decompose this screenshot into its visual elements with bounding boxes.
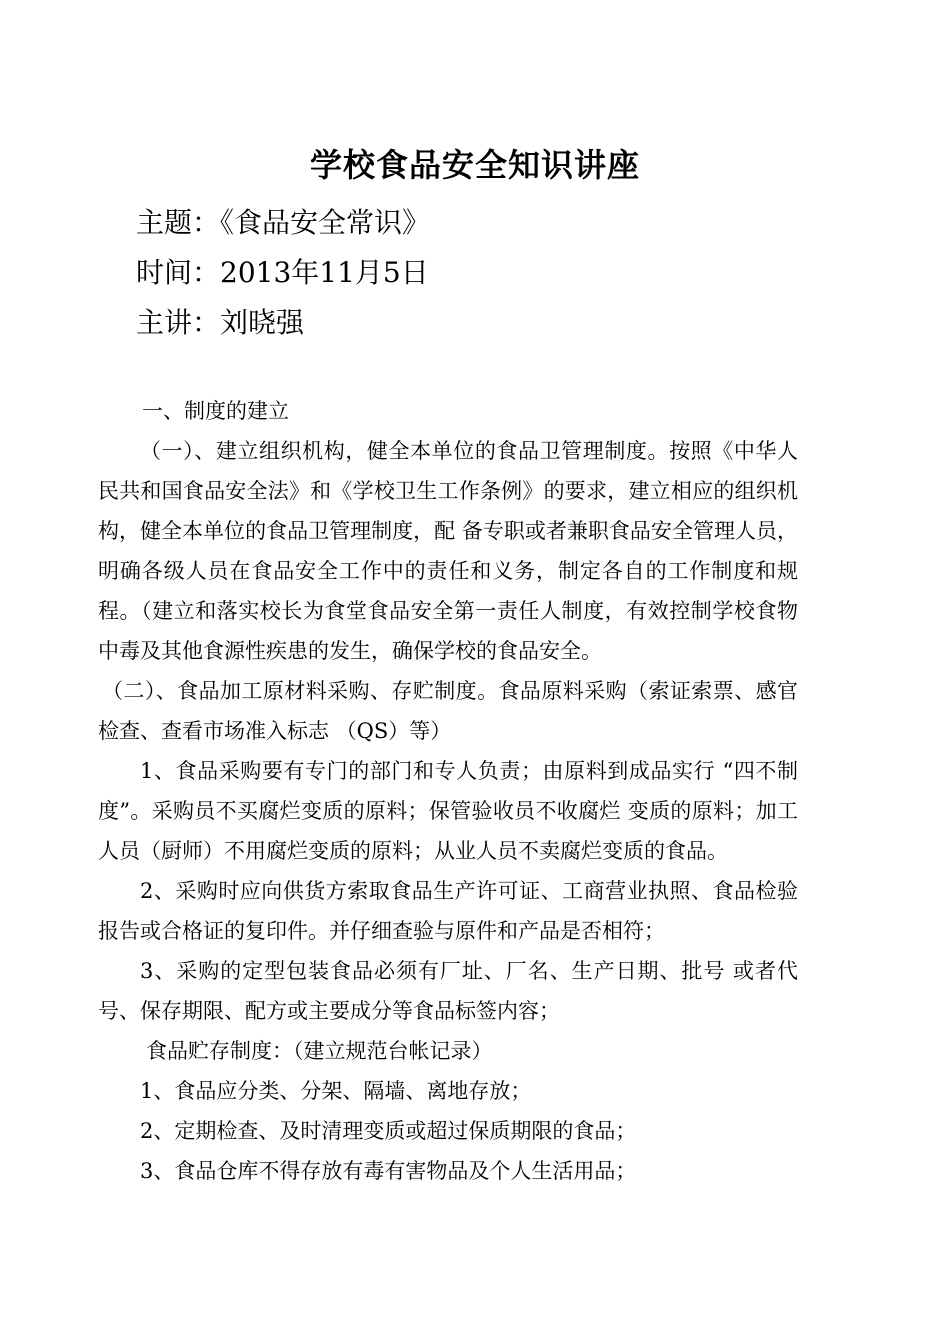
- paragraph-procurement-item-2: 2、采购时应向供货方索取食品生产许可证、工商营业执照、食品检验报告或合格证的复印件。并仔细查验与原件和产品是否相符；: [98, 879, 798, 943]
- document-title: 学校食品安全知识讲座: [309, 146, 640, 184]
- section-heading: 一、制度的建立: [142, 399, 289, 423]
- lecture-info: [136, 198, 430, 348]
- paragraph-procurement: （二）、食品加工原材料采购、存贮制度。食品原料采购（索证索票、感官检查、查看市场准入标志 （QS）等）: [98, 679, 798, 743]
- lecture-speaker: 主讲：刘晓强: [136, 306, 305, 339]
- paragraph-storage-heading: 食品贮存制度：（建立规范台帐记录）: [146, 1039, 493, 1063]
- paragraph-organization: （一）、建立组织机构，健全本单位的食品卫管理制度。按照《中华人民共和国食品安全法》和《学校卫生工作条例》的要求，建立相应的组织机构，健全本单位的食品卫管理制度，配 备专职或者兼职食品安全管理人员，明确各级人员在食品安全工作中的责任和义务，制定各自的工作制度和规程。（建立和落实校长为食堂食品安全第一责任人制度，有效控制学校食物中毒及其他食源性疾患的发生，确保学校的食品安全。: [98, 439, 798, 663]
- paragraph-storage-item-2: 2、定期检查、及时清理变质或超过保质期限的食品；: [140, 1119, 637, 1143]
- document-body: [98, 391, 798, 1191]
- lecture-time: 时间：2013年11月5日: [136, 256, 429, 289]
- paragraph-procurement-item-1: 1、食品采购要有专门的部门和专人负责；由原料到成品实行 “四不制度”。采购员不买腐烂变质的原料；保管验收员不收腐烂 变质的原料；加工人员（厨师）不用腐烂变质的原料；从业人员不卖腐烂变质的食品。: [98, 759, 798, 863]
- paragraph-procurement-item-3: 3、采购的定型包装食品必须有厂址、厂名、生产日期、批号 或者代号、保存期限、配方或主要成分等食品标签内容；: [98, 959, 798, 1023]
- paragraph-storage-item-3: 3、食品仓库不得存放有毒有害物品及个人生活用品；: [140, 1159, 637, 1183]
- lecture-topic: 主题：《食品安全常识》: [136, 206, 431, 239]
- paragraph-storage-item-1: 1、食品应分类、分架、隔墙、离地存放；: [140, 1079, 532, 1103]
